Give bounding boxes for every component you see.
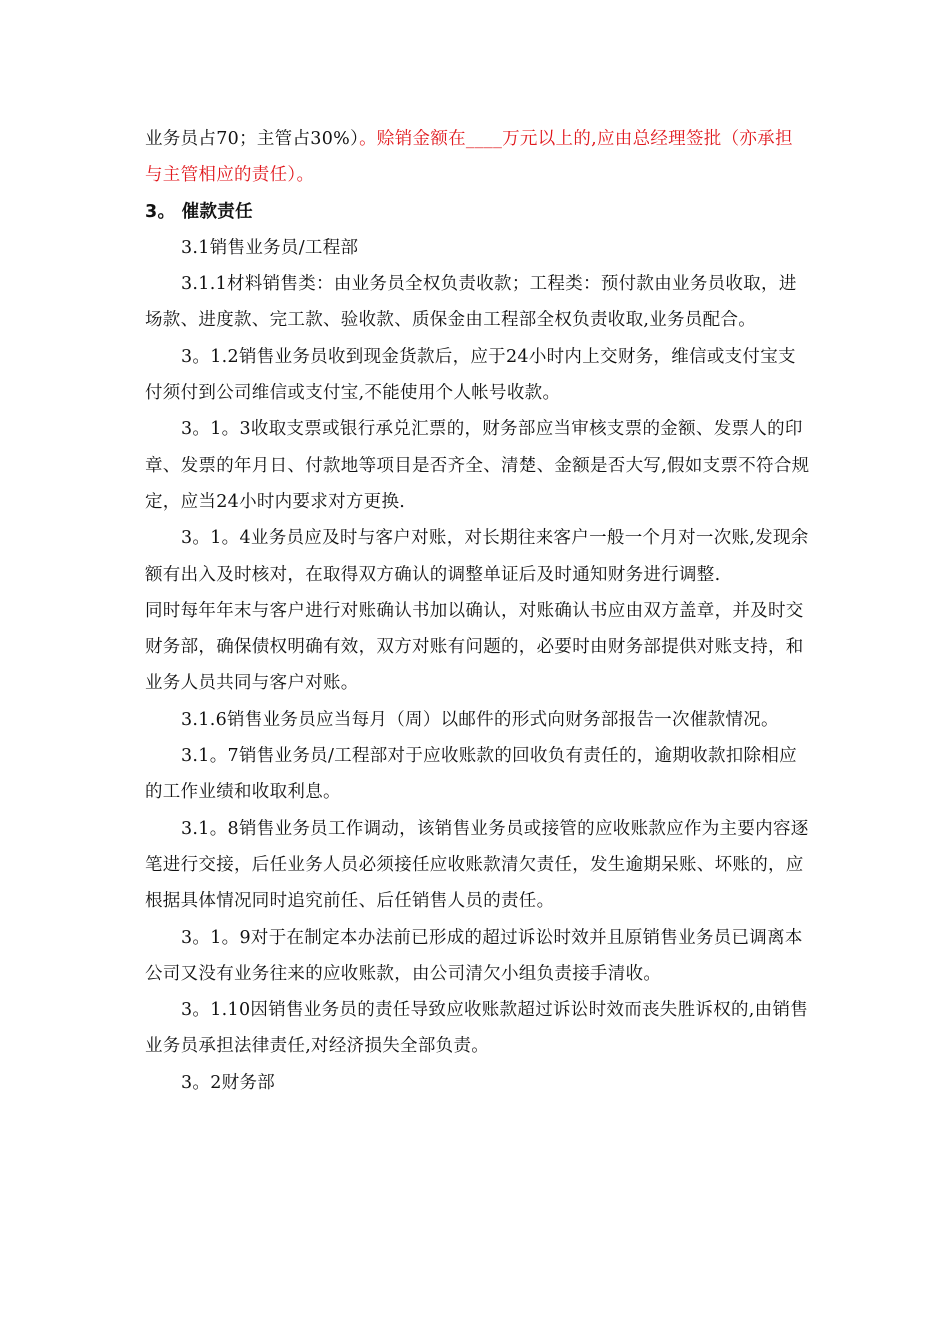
subsection-title-sales-engineering: 3.1销售业务员/工程部	[181, 237, 359, 258]
subsection-title-finance: 3。2财务部	[181, 1072, 276, 1093]
clause-3-1-8: 3.1。8销售业务员工作调动，该销售业务员或接管的应收账款应作为主要内容逐笔进行交接，后任业务人员必须接任应收账款清欠责任，发生逾期呆账、坏账的，应根据具体情况同时追究前任、后任销售人员的责任。	[145, 818, 809, 912]
clause-3-1-4: 3。1。4业务员应及时与客户对账，对长期往来客户一般一个月对一次账,发现余额有出入及时核对，在取得双方确认的调整单证后及时通知财务进行调整.	[145, 528, 809, 585]
clause-3-1-1: 3.1.1材料销售类：由业务员全权负责收款；工程类：预付款由业务员收取，进场款、进度款、完工款、验收款、质保金由工程部全权负责收取,业务员配合。	[145, 274, 797, 331]
clause-3-1-4-continued: 同时每年年末与客户进行对账确认书加以确认，对账确认书应由双方盖章，并及时交财务部，确保债权明确有效，双方对账有问题的，必要时由财务部提供对账支持，和业务人员共同与客户对账。	[145, 600, 804, 694]
clause-3-1-9: 3。1。9对于在制定本办法前已形成的超过诉讼时效并且原销售业务员已调离本公司又没有业务往来的应收账款，由公司清欠小组负责接手清收。	[145, 927, 803, 984]
credit-approval-note: 。赊销金额在____万元以上的,应由总经理签批（亦承担与主管相应的责任）。	[145, 129, 793, 186]
clause-3-1-10: 3。1.10因销售业务员的责任导致应收账款超过诉讼时效而丧失胜诉权的,由销售业务员承担法律责任,对经济损失全部负责。	[145, 1000, 809, 1057]
commission-split-text: 业务员占70；主管占30%）	[145, 129, 360, 149]
clause-3-1-2: 3。1.2销售业务员收到现金货款后，应于24小时内上交财务，维信或支付宝支付须付到公司维信或支付宝,不能使用个人帐号收款。	[145, 346, 796, 404]
section-heading-collection-responsibility: 3。 催款责任	[145, 201, 253, 222]
clause-3-1-3: 3。1。3收取支票或银行承兑汇票的，财务部应当审核支票的金额、发票人的印章、发票的年月日、付款地等项目是否齐全、清楚、金额是否大写,假如支票不符合规定，应当24小时内要求对方更换.	[145, 419, 810, 512]
clause-3-1-7: 3.1。7销售业务员/工程部对于应收账款的回收负有责任的，逾期收款扣除相应的工作业绩和收取利息。	[145, 746, 797, 803]
document-body	[145, 121, 810, 1101]
paragraph-commission-split	[145, 121, 810, 194]
clause-3-1-6: 3.1.6销售业务员应当每月（周）以邮件的形式向财务部报告一次催款情况。	[181, 709, 779, 730]
